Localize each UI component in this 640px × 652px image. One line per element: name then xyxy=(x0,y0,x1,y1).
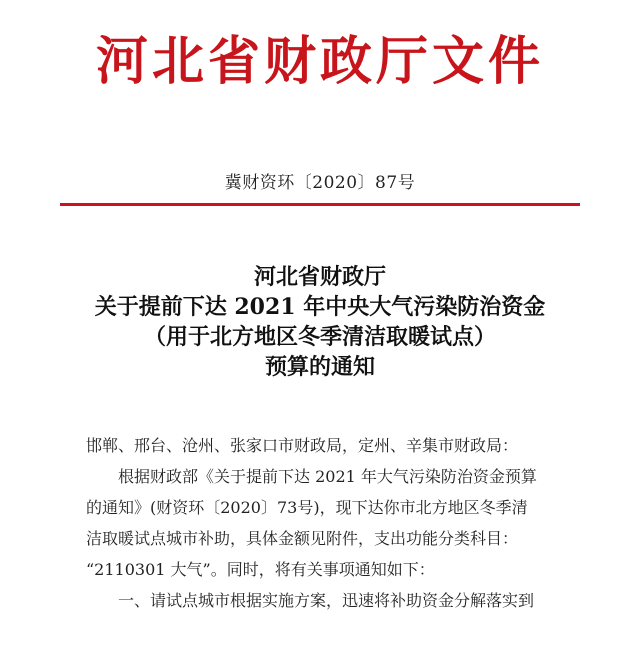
paragraph-line: 的通知》(财资环〔2020〕73号)，现下达你市北方地区冬季清 xyxy=(86,498,528,517)
paragraph-line: 一、请试点城市根据实施方案，迅速将补助资金分解落实到 xyxy=(118,591,535,610)
title-line-subject: 关于提前下达 2021 年中央大气污染防治资金 xyxy=(94,294,546,320)
notice-title xyxy=(0,262,640,382)
title-line-scope: （用于北方地区冬季清洁取暖试点） xyxy=(143,324,496,350)
title-line-type: 预算的通知 xyxy=(264,354,375,380)
title-line-issuer: 河北省财政厅 xyxy=(253,264,386,290)
red-divider-line xyxy=(60,203,580,206)
paragraph-line: 洁取暖试点城市补助，具体金额见附件，支出功能分类科目： xyxy=(86,529,519,548)
document-number: 冀财资环〔2020〕87号 xyxy=(224,173,416,193)
notice-body xyxy=(86,430,566,616)
paragraph-line: 根据财政部《关于提前下达 2021 年大气污染防治资金预算 xyxy=(118,467,537,486)
document-masthead: 河北省财政厅文件 xyxy=(95,32,544,92)
paragraph-line: “2110301 大气”。同时，将有关事项通知如下： xyxy=(86,560,435,579)
recipients-line: 邯郸、邢台、沧州、张家口市财政局，定州、辛集市财政局： xyxy=(86,436,519,455)
